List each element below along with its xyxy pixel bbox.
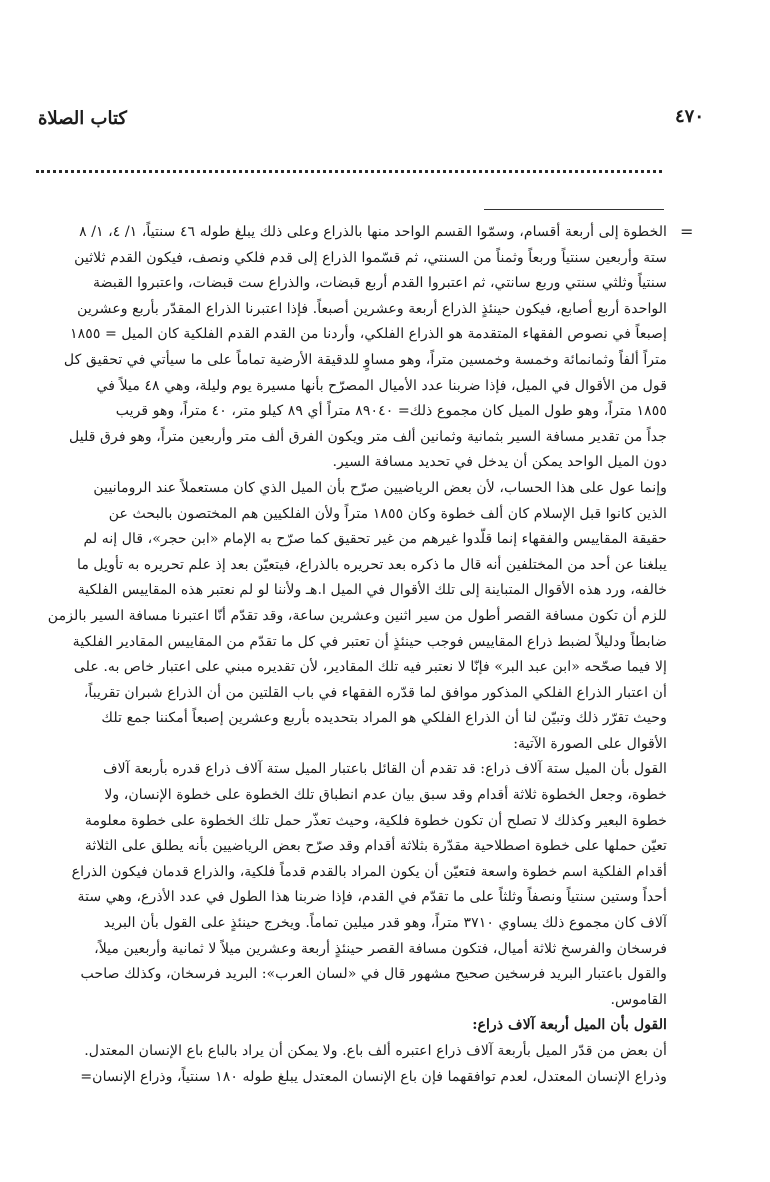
text-line: يبلغنا عن أحد من المختلفين أنه قال ما ذكره بعد تحريره بالذراع، فيتعيّن بعد إذ علم تحريره به تأويل ما: [77, 556, 667, 573]
text-line: ١٨٥٥ متراً، وهو طول الميل كان مجموع ذلك= ٨٩٠٤٠ متراً أي ٨٩ كيلو متر، ٤٠ متراً، وهو قريب: [115, 403, 667, 420]
text-line: خطوة، وجعل الخطوة ثلاثة أقدام وقد سبق بيان عدم انطباق تلك الخطوة على خطوة الإنسان، ولا: [104, 787, 667, 804]
continuation-mark: =: [680, 222, 694, 241]
text-line: وذراع الإنسان المعتدل، لعدم توافقهما فإن باع الإنسان المعتدل يبلغ طوله ١٨٠ سنتياً، وذراع الإنسان=: [80, 1068, 667, 1085]
text-line: سنتياً وثلثي سنتي وربع سانتي، ثم اعتبروا القدم أربع قبضات، والذراع ست قبضات، واعتبروا القبضة: [92, 275, 667, 292]
text-line: الخطوة إلى أربعة أقسام، وسمّوا القسم الواحد منها بالذراع وعلى ذلك يبلغ طوله ٤٦ سنتياً، ١/ ٤، ١/ ٨: [79, 224, 667, 240]
text-line: القاموس.: [610, 991, 667, 1008]
text-line: الذين كانوا قبل الإسلام كان ألف خطوة وكان ١٨٥٥ متراً ولأن الفلكيين هم المختصون بالبحث عن: [108, 505, 667, 522]
text-line: وحيث تقرّر ذلك وتبيّن لنا أن الذراع الفلكي هو المراد بتحديده بأربع وعشرين إصبعاً أمكننا جمع تلك: [101, 710, 667, 727]
text-line: أن بعض من قدّر الميل بأربعة آلاف ذراع اعتبره ألف باع. ولا يمكن أن يراد بالباع باع الإنسان المعتدل.: [84, 1043, 667, 1059]
text-line: أقدام الفلكية اسم خطوة واسعة فتعيّن أن يكون المراد بالقدم قدماً فلكية، والذراع قدمان فيكون الذراع: [71, 863, 667, 880]
text-line: الواحدة أربع أصابع، فيكون حينئذٍ الذراع أربعة وعشرين أصبعاً. فإذا اعتبرنا الذراع المقدّر بأربع وعشرين: [77, 300, 667, 317]
dotted-divider: [36, 170, 662, 173]
text-line: جداً من تقدير مسافة السير بثمانية وثمانين ألف متر ويكون الفرق ألف متر وأربعين متراً، وهو فرق قليل: [68, 428, 667, 445]
text-line: آلاف كان مجموع ذلك يساوي ٣٧١٠ متراً، وهو قدر ميلين تماماً. ويخرج حينئذٍ على القول بأن البريد: [103, 915, 667, 932]
text-line: متراً ألفاً وثمانمائة وخمسة وخمسين متراً، وهو مساوٍ للدقيقة الأرضية تماماً على ما سيأتي في تحقيق كل: [63, 351, 667, 368]
text-line: دون الميل الواحد يمكن أن يدخل في تحديد مسافة السير.: [332, 454, 667, 471]
page-number: ٤٧٠: [674, 106, 704, 127]
text-line: أن اعتبار الذراع الفلكي المذكور موافق لما قدّره الفقهاء في باب القلتين من أن الذراع شبران تقريباً،: [83, 684, 667, 701]
text-line: إلا فيما صحّحه «ابن عبد البر» فإنّا لا نعتبر فيه تلك المقادير، لأن تقديره مبني على اعتبار خاص به. على: [73, 659, 667, 676]
text-line: ستة وأربعين سنتياً وربعاً وثمناً من السنتي، ثم قسّموا الذراع إلى قدم فلكي ونصف، فيكون القدم ثلاثين: [74, 249, 667, 266]
text-line: خالفه، ورد هذه الأقوال المتباينة إلى تلك الأقوال في الميل ا.هـ ولأننا لو لم نعتبر هذه المقاييس الفلكية: [77, 582, 667, 599]
text-line: وإنما عول على هذا الحساب، لأن بعض الرياضيين صرّح بأن الميل الذي كان مستعملاً عند الرومانيين: [93, 479, 667, 496]
text-line: القول بأن الميل ستة آلاف ذراع: قد تقدم أن القائل باعتبار الميل ستة آلاف ذراع قدره بأربعة آلاف: [102, 761, 667, 778]
text-line: أحداً وستين سنتياً ونصفاً وثلثاً على ما تقدّم في القدم، فإذا ضربنا هذا الطول في عدد الأذرع، وهي ستة: [77, 889, 667, 906]
text-line: حقيقة المقاييس والفقهاء إنما قلّدوا غيرهم من غير تحقيق كما صرّح به الإمام «ابن حجر»، قال إنه لم: [83, 531, 667, 548]
text-line: الأقوال على الصورة الآتية:: [513, 735, 667, 752]
footnote-separator: [484, 209, 664, 210]
text-line: فرسخان والفرسخ ثلاثة أميال، فتكون مسافة القصر حينئذٍ أربعة وعشرين ميلاً لا ثمانية وأربعين ميلاً،: [94, 940, 667, 957]
text-line: إصبعاً في نصوص الفقهاء المتقدمة هو الذراع الفلكي، وأردنا من القدم القدم الفلكية كان الميل = ١٨٥٥: [69, 326, 667, 343]
text-line: قول من الأقوال في الميل، فإذا ضربنا عدد الأميال المصرّح بأنها مسيرة يوم وليلة، وهي ٤٨ ميلاً في: [96, 377, 667, 394]
section-heading-line: القول بأن الميل أربعة آلاف ذراع:: [472, 1017, 667, 1034]
footnote-body: [30, 220, 667, 1090]
text-line: والقول باعتبار البريد فرسخين صحيح مشهور قال في «لسان العرب»: البريد فرسخان، وكذلك صاحب: [80, 966, 667, 983]
text-line: للزم أن تكون مسافة القصر أطول من سير اثنين وعشرين ساعة، وقد تقدّم أنّا اعتبرنا مسافة السير بالزمن: [47, 607, 667, 624]
text-line: تعيّن حملها على خطوة اصطلاحية مقدّرة بثلاثة أقدام وقد صرّح بعض الرياضيين بأنه يطلق على الثلاثة: [84, 838, 667, 855]
running-header-title: كتاب الصلاة: [38, 108, 127, 129]
text-line: ضابطاً ودليلاً لضبط ذراع المقاييس فوجب حينئذٍ أن تعتبر في كل ما تقدّم من المقاييس المقادير الفلكية: [72, 633, 667, 650]
text-line: خطوة البعير وكذلك لا تصلح أن تكون خطوة فلكية، وحيث تعذّر حمل تلك الخطوة على خطوة معلومة: [84, 812, 667, 829]
